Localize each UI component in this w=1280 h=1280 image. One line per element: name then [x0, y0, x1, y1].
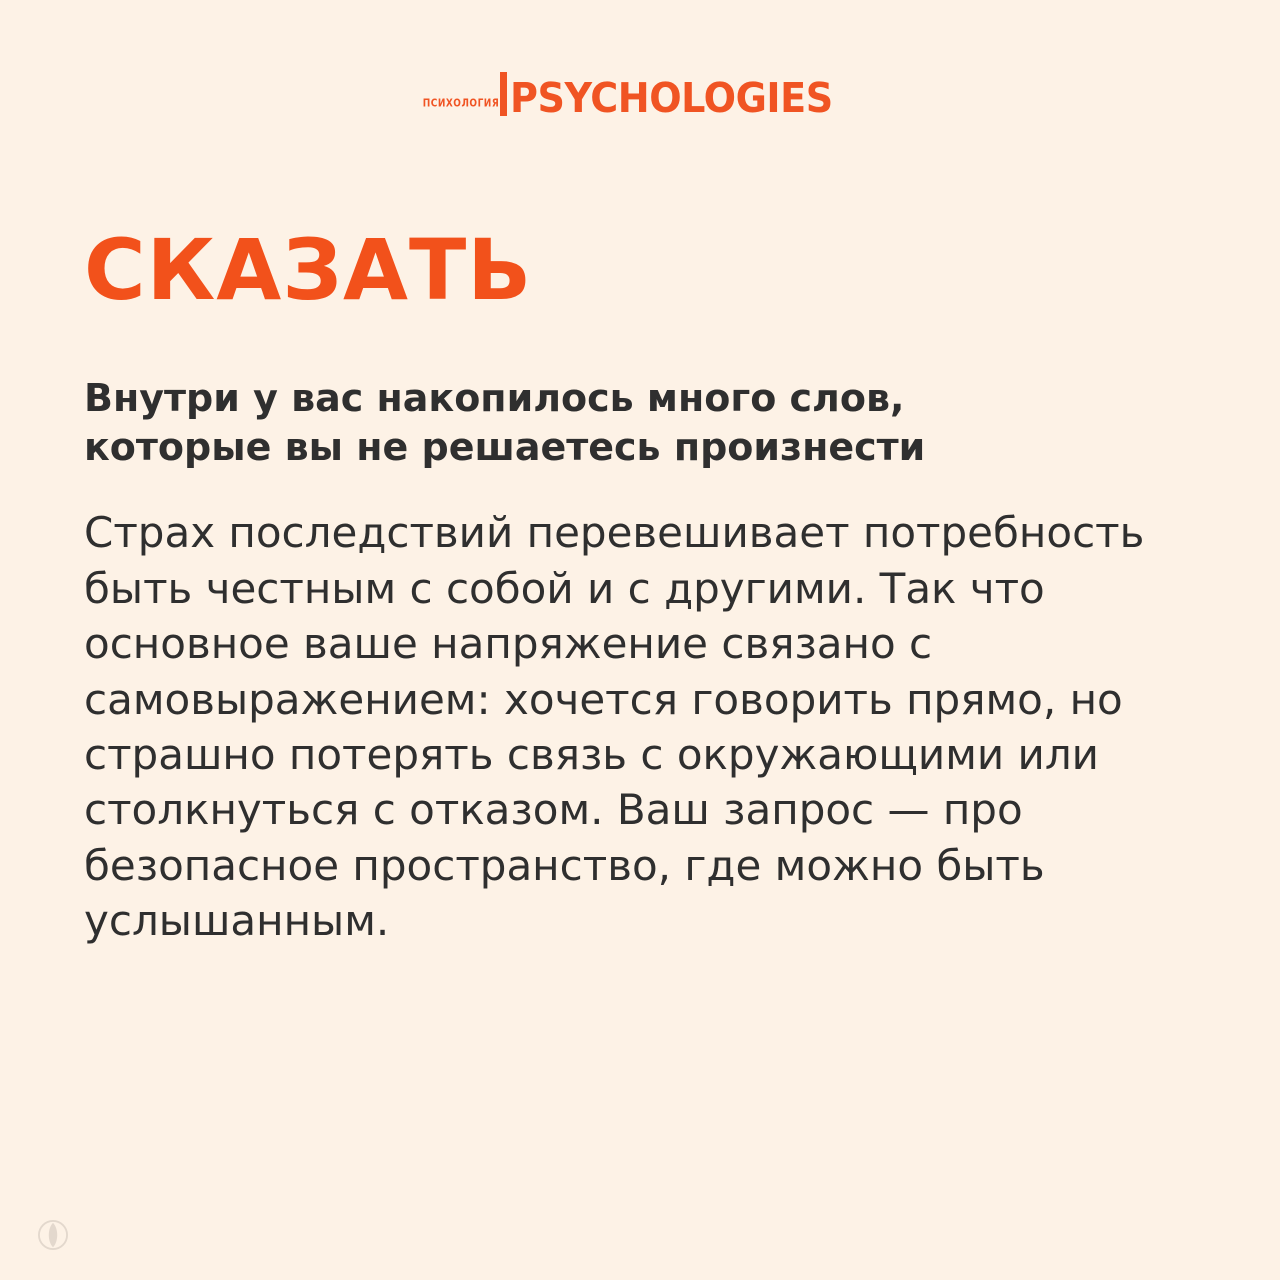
card-content	[84, 221, 1202, 949]
watermark-icon	[38, 1220, 68, 1250]
brand-bar-icon	[500, 72, 507, 116]
card-body-text: Страх последствий перевешивает потребность быть честным с собой и с другими. Так что основное ваше напряжение связано с самовыражением: хочется говорить прямо, но страшно потерять связь с окружающими или столкнуться с отказом. Ваш запрос — про безопасное пространство, где можно быть услышанным.	[84, 508, 1145, 946]
card-subhead: Внутри у вас накопилось много слов, которые вы не решаетесь произнести	[84, 376, 926, 469]
brand-mark	[422, 72, 858, 123]
brand-name-label: PSYCHOLOGIES	[510, 74, 834, 123]
brand-sub-label: ПСИХОЛОГИЯ	[422, 98, 500, 110]
page-title: СКАЗАТЬ	[84, 221, 533, 319]
brand-logo	[0, 72, 1280, 123]
